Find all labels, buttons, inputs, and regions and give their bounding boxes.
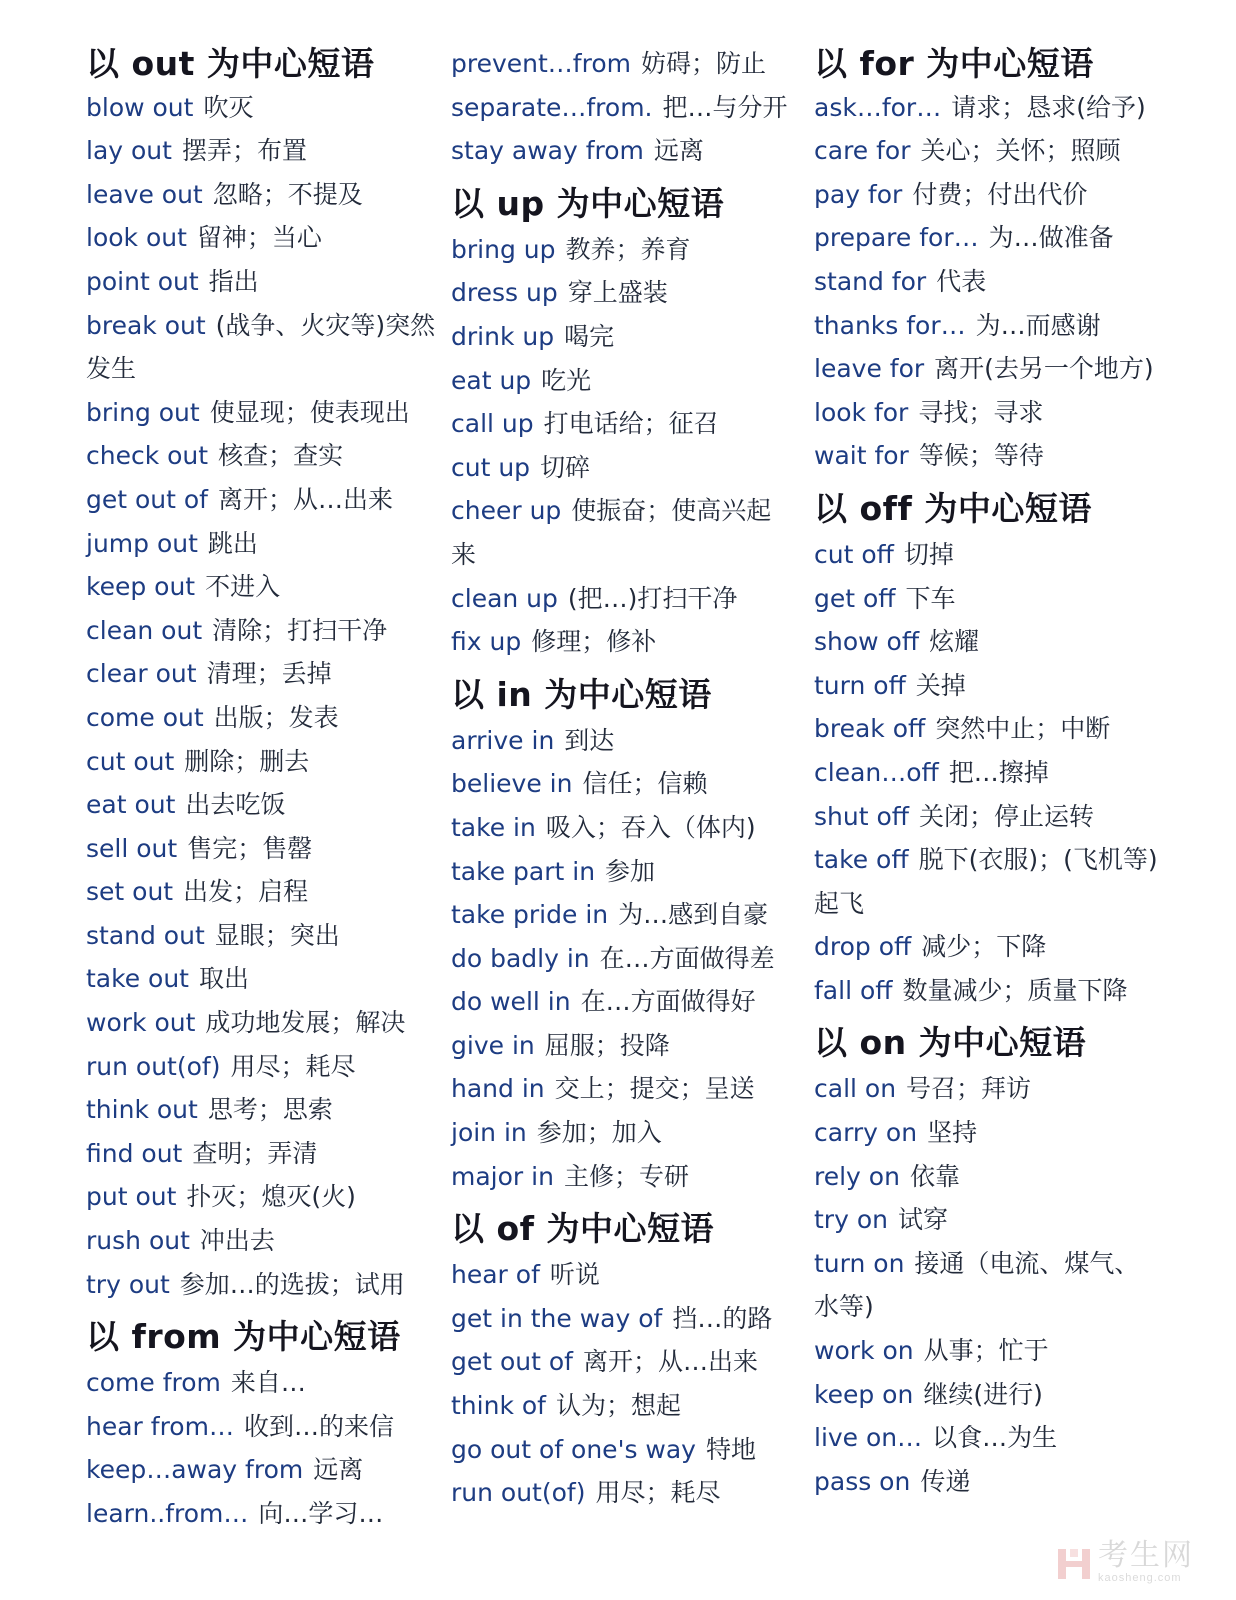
phrase-entry: [814, 925, 1184, 969]
watermark: [1056, 1538, 1194, 1584]
phrase-entry: [86, 957, 436, 1001]
phrase-entry: [814, 86, 1184, 130]
phrase-english: clean out: [86, 615, 203, 645]
phrase-chinese: 号召；拜访: [906, 1074, 1032, 1104]
phrase-chinese: 删除；删去: [184, 746, 310, 776]
phrase-english: go out of one's way: [451, 1434, 696, 1464]
phrase-english: try out: [86, 1269, 170, 1299]
phrase-chinese: 出版；发表: [213, 702, 339, 732]
phrase-chinese: 成功地发展；解决: [205, 1008, 406, 1038]
phrase-english: keep…away from: [86, 1455, 304, 1485]
phrase-english: rush out: [86, 1226, 190, 1256]
phrase-english: cut up: [451, 452, 531, 482]
phrase-chinese: 妨碍；防止: [640, 49, 766, 78]
phrase-entry: [86, 652, 436, 696]
phrase-chinese: 留神；当心: [196, 223, 322, 253]
phrase-entry: [86, 434, 436, 478]
phrase-entry: [814, 173, 1184, 217]
phrase-entry: [814, 533, 1184, 577]
section-heading: 以 up 为中心短语: [451, 183, 725, 223]
phrase-english: stand for: [814, 266, 927, 296]
phrase-entry: [451, 1111, 801, 1155]
phrase-entry: [86, 1492, 436, 1536]
phrase-english: come from: [86, 1368, 221, 1398]
phrase-entry: [451, 893, 801, 937]
phrase-chinese: 吸入；吞入（体内): [545, 812, 756, 842]
phrase-chinese: 来自…: [230, 1368, 306, 1398]
phrase-chinese: 等候；等待: [918, 441, 1044, 471]
phrase-entry: [86, 740, 436, 784]
phrase-english: show off: [814, 627, 920, 657]
phrase-english: learn..from…: [86, 1499, 249, 1528]
phrase-chinese: 指出: [208, 266, 259, 296]
phrase-entry: [814, 1155, 1184, 1199]
phrase-chinese: 认为；想起: [555, 1391, 681, 1421]
phrase-entry: [86, 1263, 436, 1307]
phrase-english: think of: [451, 1391, 546, 1421]
phrase-entry: [451, 937, 801, 981]
phrase-chinese: 离开(去另一个地方): [934, 354, 1154, 384]
phrase-chinese: 在…方面做得差: [599, 943, 775, 973]
phrase-chinese: 思考；思索: [207, 1095, 333, 1125]
phrase-entry: [451, 446, 801, 490]
phrase-chinese: 突然中止；中断: [935, 714, 1111, 744]
phrase-entry: [86, 1448, 436, 1492]
phrase-english: hand in: [451, 1074, 545, 1104]
phrase-entry: [814, 882, 1184, 926]
phrase-chinese: 挡…的路: [672, 1303, 773, 1333]
phrase-entry: [86, 1001, 436, 1045]
phrase-english: prevent…from: [451, 49, 631, 78]
phrase-chinese: 减少；下降: [921, 932, 1047, 962]
phrase-entry: [451, 1471, 801, 1515]
watermark-name: 考生网: [1098, 1538, 1194, 1573]
phrase-english: get in the way of: [451, 1303, 663, 1333]
phrase-english: put out: [86, 1182, 177, 1212]
phrase-chinese: 显眼；突出: [214, 920, 340, 950]
phrase-chinese: 关掉: [915, 670, 966, 700]
phrase-chinese: 核查；查实: [218, 441, 344, 471]
phrase-chinese: 售完；售罄: [187, 833, 313, 863]
phrase-english: bring up: [451, 234, 556, 264]
phrase-entry: [86, 216, 436, 260]
phrase-english: carry on: [814, 1118, 918, 1148]
phrase-entry: [451, 315, 801, 359]
phrase-chinese: 清理；丢掉: [206, 659, 332, 689]
phrase-column-2: [451, 42, 801, 1515]
phrase-chinese: 参加；加入: [536, 1118, 662, 1148]
phrase-entry: [451, 271, 801, 315]
phrase-chinese: 特地: [705, 1434, 756, 1464]
phrase-english: sell out: [86, 833, 178, 863]
phrase-entry: [451, 1155, 801, 1199]
phrase-entry: [451, 489, 801, 533]
phrase-english: give in: [451, 1030, 535, 1060]
phrase-entry: [86, 696, 436, 740]
phrase-entry: [86, 1088, 436, 1132]
phrase-chinese: 坚持: [927, 1118, 978, 1148]
phrase-english: set out: [86, 877, 174, 907]
phrase-english: take in: [451, 812, 536, 842]
phrase-chinese: (战争、火灾等)突然: [215, 310, 436, 340]
phrase-chinese: 付费；付出代价: [912, 179, 1088, 209]
phrase-entry: [814, 1242, 1184, 1286]
phrase-chinese: 继续(进行): [923, 1379, 1043, 1409]
phrase-chinese: 交上；提交；呈送: [554, 1074, 755, 1104]
phrase-english: blow out: [86, 92, 194, 122]
phrase-english: cheer up: [451, 496, 562, 526]
phrase-english: pay for: [814, 179, 903, 209]
phrase-chinese: 远离: [653, 136, 704, 166]
phrase-entry: [86, 914, 436, 958]
phrase-entry: [814, 260, 1184, 304]
phrase-entry: [451, 1297, 801, 1341]
phrase-entry: [814, 304, 1184, 348]
phrase-entry: [451, 1024, 801, 1068]
phrase-column-1: [86, 42, 436, 1536]
phrase-entry: [814, 434, 1184, 478]
phrase-english: stand out: [86, 920, 205, 950]
phrase-chinese: 吹灭: [203, 92, 254, 122]
phrase-english: care for: [814, 136, 911, 166]
phrase-entry: [814, 1067, 1184, 1111]
phrase-entry: [451, 402, 801, 446]
phrase-entry: [86, 260, 436, 304]
phrase-entry: [451, 806, 801, 850]
phrase-english: fix up: [451, 627, 522, 657]
phrase-english: separate…from.: [451, 92, 653, 122]
phrase-chinese: 关闭；停止运转: [918, 801, 1094, 831]
phrase-english: look for: [814, 397, 909, 427]
phrase-chinese: 穿上盛装: [567, 278, 668, 308]
phrase-chinese: 来: [451, 539, 477, 569]
phrase-chinese: 主修；专研: [563, 1161, 689, 1191]
phrase-entry: [451, 762, 801, 806]
phrase-chinese: 远离: [313, 1455, 364, 1485]
phrase-english: cut off: [814, 539, 894, 569]
phrase-chinese: 用尽；耗尽: [230, 1051, 356, 1081]
phrase-chinese: 屈服；投降: [544, 1030, 670, 1060]
phrase-entry: [814, 1416, 1184, 1460]
phrase-chinese: 在…方面做得好: [580, 987, 756, 1017]
phrase-english: keep on: [814, 1379, 914, 1409]
phrase-english: thanks for…: [814, 310, 966, 340]
phrase-entry: [814, 1198, 1184, 1242]
phrase-chinese: 到达: [564, 725, 615, 755]
phrase-english: take part in: [451, 856, 596, 886]
section-heading: 以 from 为中心短语: [86, 1317, 401, 1357]
phrase-chinese: 冲出去: [199, 1226, 275, 1256]
phrase-chinese: 教养；养育: [565, 234, 691, 264]
phrase-english: turn on: [814, 1248, 905, 1278]
phrase-entry: [814, 1111, 1184, 1155]
phrase-english: clean up: [451, 583, 558, 613]
phrase-chinese: 参加: [605, 856, 656, 886]
phrase-chinese: 取出: [198, 964, 249, 994]
phrase-entry: [814, 1373, 1184, 1417]
phrase-english: jump out: [86, 528, 198, 558]
phrase-chinese: 脱下(衣服)；(飞机等): [918, 845, 1158, 875]
phrase-entry: [814, 620, 1184, 664]
phrase-english: do badly in: [451, 943, 590, 973]
phrase-entry: [814, 129, 1184, 173]
phrase-chinese: 离开；从…出来: [583, 1347, 759, 1377]
phrase-english: dress up: [451, 278, 558, 308]
phrase-entry: [86, 609, 436, 653]
phrase-chinese: 跳出: [207, 528, 258, 558]
phrase-english: believe in: [451, 769, 573, 799]
phrase-entry: [814, 969, 1184, 1013]
phrase-chinese: 接通（电流、煤气、: [914, 1248, 1140, 1278]
phrase-chinese: 出去吃饭: [185, 790, 286, 820]
phrase-english: find out: [86, 1138, 183, 1168]
phrase-english: hear from…: [86, 1411, 234, 1441]
phrase-english: turn off: [814, 670, 906, 700]
phrase-chinese: 向…学习…: [258, 1499, 384, 1528]
phrase-english: take out: [86, 964, 189, 994]
phrase-chinese: 切碎: [540, 452, 591, 482]
phrase-chinese: 水等): [814, 1292, 874, 1322]
phrase-english: get off: [814, 583, 896, 613]
phrase-chinese: 清除；打扫干净: [212, 615, 388, 645]
phrase-entry: [814, 838, 1184, 882]
phrase-entry: [86, 478, 436, 522]
phrase-entry: [451, 533, 801, 577]
phrase-entry: [814, 391, 1184, 435]
phrase-chinese: 依靠: [909, 1161, 960, 1191]
phrase-chinese: 不进入: [205, 572, 281, 602]
watermark-domain: kaosheng.com: [1098, 1572, 1182, 1584]
section-heading: 以 in 为中心短语: [451, 674, 712, 714]
phrase-chinese: 请求；恳求(给予): [951, 92, 1146, 122]
phrase-chinese: 把…擦掉: [948, 757, 1049, 787]
phrase-english: run out(of): [451, 1478, 586, 1508]
phrase-english: try on: [814, 1205, 888, 1235]
phrase-entry: [814, 1285, 1184, 1329]
phrase-column-3: [814, 42, 1184, 1503]
phrase-chinese: 下车: [905, 583, 956, 613]
phrase-english: take off: [814, 845, 909, 875]
phrase-english: get out of: [86, 484, 208, 514]
phrase-chinese: (把…)打扫干净: [567, 583, 738, 613]
phrase-english: leave out: [86, 179, 203, 209]
phrase-entry: [451, 620, 801, 664]
phrase-chinese: 试穿: [897, 1205, 948, 1235]
phrase-english: shut off: [814, 801, 909, 831]
phrase-entry: [451, 577, 801, 621]
phrase-english: take pride in: [451, 900, 609, 930]
phrase-chinese: 出发；启程: [183, 877, 309, 907]
phrase-entry: [451, 1384, 801, 1428]
phrase-entry: [451, 1253, 801, 1297]
phrase-english: major in: [451, 1161, 554, 1191]
phrase-entry: [86, 1405, 436, 1449]
phrase-english: join in: [451, 1118, 527, 1148]
section-heading: 以 for 为中心短语: [814, 44, 1094, 83]
phrase-chinese: 使振奋；使高兴起: [571, 496, 772, 526]
phrase-chinese: 收到…的来信: [243, 1411, 394, 1441]
phrase-english: ask…for…: [814, 92, 942, 122]
phrase-english: lay out: [86, 136, 172, 166]
phrase-entry: [86, 783, 436, 827]
phrase-chinese: 修理；修补: [531, 627, 657, 657]
phrase-english: stay away from: [451, 136, 644, 166]
kaosheng-logo-icon: [1056, 1545, 1092, 1581]
phrase-english: prepare for…: [814, 223, 979, 253]
phrase-entry: [814, 751, 1184, 795]
phrase-entry: [86, 304, 436, 348]
phrase-english: get out of: [451, 1347, 573, 1377]
phrase-chinese: 为…做准备: [988, 223, 1114, 253]
phrase-chinese: 代表: [936, 266, 987, 296]
section-heading: 以 out 为中心短语: [86, 44, 375, 83]
phrase-chinese: 从事；忙于: [923, 1336, 1049, 1366]
phrase-english: eat up: [451, 365, 532, 395]
phrase-entry: [86, 1175, 436, 1219]
phrase-entry: [814, 1329, 1184, 1373]
phrase-english: think out: [86, 1095, 198, 1125]
phrase-english: live on…: [814, 1423, 923, 1453]
phrase-chinese: 为…而感谢: [975, 310, 1101, 340]
phrase-english: call up: [451, 409, 534, 439]
phrase-english: check out: [86, 441, 209, 471]
phrase-chinese: 把…与分开: [662, 92, 788, 122]
phrase-english: fall off: [814, 975, 893, 1005]
phrase-english: bring out: [86, 397, 200, 427]
phrase-chinese: 为…感到自豪: [618, 900, 769, 930]
phrase-chinese: 参加…的选拔；试用: [179, 1269, 405, 1299]
section-heading: 以 off 为中心短语: [814, 488, 1092, 528]
phrase-chinese: 起飞: [814, 888, 865, 918]
phrase-english: eat out: [86, 790, 176, 820]
phrase-english: hear of: [451, 1260, 540, 1290]
phrase-english: clear out: [86, 659, 197, 689]
phrase-entry: [86, 870, 436, 914]
phrase-english: pass on: [814, 1466, 911, 1496]
phrase-entry: [86, 1132, 436, 1176]
phrase-chinese: 炫耀: [929, 627, 980, 657]
phrase-chinese: 关心；关怀；照顾: [920, 136, 1121, 166]
phrase-entry: [451, 1428, 801, 1472]
phrase-entry: [814, 795, 1184, 839]
phrase-english: drop off: [814, 932, 912, 962]
phrase-entry: [86, 522, 436, 566]
phrase-entry: [451, 1340, 801, 1384]
phrase-english: call on: [814, 1074, 897, 1104]
phrase-chinese: 使显现；使表现出: [209, 397, 410, 427]
phrase-entry: [451, 719, 801, 763]
section-heading: 以 on 为中心短语: [814, 1023, 1087, 1063]
phrase-chinese: 寻找；寻求: [918, 397, 1044, 427]
phrase-entry: [86, 827, 436, 871]
phrase-entry: [86, 1361, 436, 1405]
phrase-chinese: 用尽；耗尽: [595, 1478, 721, 1508]
phrase-chinese: 喝完: [564, 321, 615, 351]
phrase-entry: [451, 1067, 801, 1111]
phrase-english: rely on: [814, 1161, 900, 1191]
phrase-chinese: 听说: [549, 1260, 600, 1290]
phrase-entry: [814, 347, 1184, 391]
phrase-chinese: 扑灭；熄灭(火): [186, 1182, 356, 1212]
phrase-english: work out: [86, 1008, 196, 1038]
phrase-entry: [86, 86, 436, 130]
phrase-english: come out: [86, 702, 204, 732]
phrase-entry: [814, 664, 1184, 708]
phrase-english: keep out: [86, 572, 196, 602]
phrase-entry: [86, 565, 436, 609]
phrase-english: clean…off: [814, 757, 939, 787]
section-heading: 以 of 为中心短语: [451, 1209, 715, 1249]
phrase-entry: [451, 86, 801, 130]
phrase-english: break off: [814, 714, 926, 744]
phrase-entry: [814, 1460, 1184, 1504]
phrase-entry: [814, 216, 1184, 260]
phrase-entry: [814, 577, 1184, 621]
phrase-english: work on: [814, 1336, 914, 1366]
phrase-entry: [451, 129, 801, 173]
phrase-chinese: 吃光: [541, 365, 592, 395]
phrase-chinese: 以食…为生: [932, 1423, 1058, 1453]
phrase-entry: [86, 347, 436, 391]
phrase-english: cut out: [86, 746, 175, 776]
phrase-entry: [86, 391, 436, 435]
phrase-entry: [86, 173, 436, 217]
phrase-chinese: 打电话给；征召: [543, 409, 719, 439]
phrase-english: look out: [86, 223, 187, 253]
phrase-chinese: 摆弄；布置: [181, 136, 307, 166]
phrase-chinese: 离开；从…出来: [218, 484, 394, 514]
phrase-chinese: 信任；信赖: [582, 769, 708, 799]
phrase-entry: [451, 980, 801, 1024]
phrase-entry: [451, 359, 801, 403]
phrase-english: point out: [86, 266, 199, 296]
phrase-entry: [451, 42, 801, 86]
phrase-entry: [86, 1045, 436, 1089]
phrase-english: break out: [86, 310, 206, 340]
phrase-chinese: 查明；弄清: [192, 1138, 318, 1168]
phrase-chinese: 发生: [86, 354, 137, 384]
phrase-english: run out(of): [86, 1051, 221, 1081]
phrase-english: do well in: [451, 987, 571, 1017]
phrase-entry: [86, 1219, 436, 1263]
phrase-chinese: 数量减少；质量下降: [902, 975, 1128, 1005]
phrase-entry: [814, 707, 1184, 751]
phrase-entry: [451, 850, 801, 894]
phrase-english: drink up: [451, 321, 555, 351]
phrase-chinese: 切掉: [903, 539, 954, 569]
phrase-entry: [86, 129, 436, 173]
phrase-chinese: 忽略；不提及: [212, 179, 363, 209]
phrase-english: arrive in: [451, 725, 555, 755]
phrase-entry: [451, 228, 801, 272]
phrase-chinese: 传递: [920, 1466, 971, 1496]
phrase-english: wait for: [814, 441, 909, 471]
phrase-english: leave for: [814, 354, 925, 384]
